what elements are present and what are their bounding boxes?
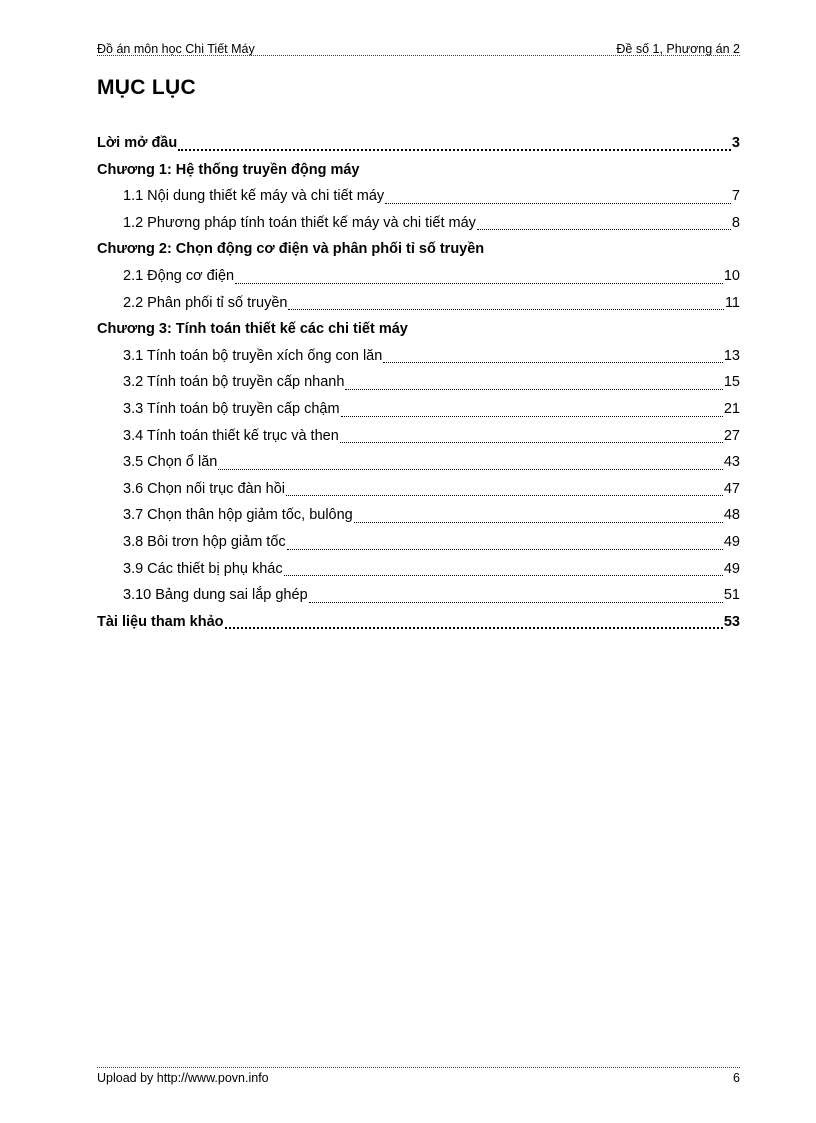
toc-entry-label: 2.1 Động cơ điện (123, 267, 235, 284)
toc-entry-label: 3.4 Tính toán thiết kế trục và then (123, 427, 339, 444)
toc-entry-3-5[interactable] (97, 452, 740, 479)
dot-leader (477, 229, 731, 230)
table-of-contents (97, 133, 740, 638)
toc-entry-label: 3.10 Bảng dung sai lắp ghép (123, 587, 308, 604)
toc-entry-page: 47 (723, 480, 740, 497)
footer-divider (97, 1067, 740, 1068)
toc-entry-2-1[interactable] (97, 266, 740, 293)
dot-leader (284, 575, 723, 576)
toc-entry-intro[interactable] (97, 133, 740, 160)
toc-entry-3-9[interactable] (97, 559, 740, 586)
toc-entry-page: 51 (723, 587, 740, 604)
toc-chapter-3[interactable] (97, 319, 740, 346)
toc-entry-label: Chương 2: Chọn động cơ điện và phân phối tỉ số truyền (97, 241, 485, 258)
dot-leader (385, 203, 731, 204)
toc-entry-label: 3.9 Các thiết bị phụ khác (123, 560, 283, 577)
toc-entry-label: 3.1 Tính toán bộ truyền xích ống con lăn (123, 347, 383, 364)
toc-entry-3-8[interactable] (97, 532, 740, 559)
toc-entry-label: Chương 3: Tính toán thiết kế các chi tiết máy (97, 321, 408, 338)
toc-entry-label: Lời mở đầu (97, 135, 178, 151)
toc-entry-label: 1.1 Nội dung thiết kế máy và chi tiết máy (123, 188, 385, 205)
toc-entry-label: 3.3 Tính toán bộ truyền cấp chậm (123, 400, 340, 417)
toc-entry-label: Tài liệu tham khảo (97, 613, 224, 630)
toc-chapter-1[interactable] (97, 160, 740, 187)
toc-entry-label: Chương 1: Hệ thống truyền động máy (97, 161, 360, 178)
toc-entry-page: 49 (723, 533, 740, 550)
toc-entry-page: 7 (731, 188, 740, 205)
toc-entry-label: 3.2 Tính toán bộ truyền cấp nhanh (123, 374, 345, 391)
dot-leader (225, 627, 723, 629)
toc-entry-1-1[interactable] (97, 186, 740, 213)
page-number: 6 (733, 1071, 740, 1085)
toc-entry-label: 3.7 Chọn thân hộp giảm tốc, bulông (123, 507, 353, 524)
toc-entry-3-3[interactable] (97, 399, 740, 426)
dot-leader (235, 283, 723, 284)
toc-title: MỤC LỤC (97, 76, 196, 99)
toc-entry-3-4[interactable] (97, 426, 740, 453)
dot-leader (288, 309, 723, 310)
dot-leader (383, 362, 723, 363)
toc-entry-page: 3 (731, 135, 740, 151)
dot-leader (218, 469, 723, 470)
dot-leader (345, 389, 722, 390)
dot-leader (340, 442, 723, 443)
header-course-title: Đồ án môn học Chi Tiết Máy (97, 42, 255, 56)
toc-entry-label: 1.2 Phương pháp tính toán thiết kế máy và chi tiết máy (123, 214, 476, 231)
toc-entry-page: 21 (723, 400, 740, 417)
footer-upload-credit: Upload by http://www.povn.info (97, 1071, 269, 1085)
toc-entry-page: 15 (723, 374, 740, 391)
header-assignment: Đề số 1, Phương án 2 (616, 42, 740, 56)
toc-entry-page: 13 (723, 347, 740, 364)
toc-chapter-2[interactable] (97, 239, 740, 266)
toc-entry-3-1[interactable] (97, 346, 740, 373)
dot-leader (286, 495, 723, 496)
dot-leader (178, 149, 731, 151)
toc-entry-page: 53 (723, 613, 740, 630)
toc-entry-page: 27 (723, 427, 740, 444)
dot-leader (341, 416, 723, 417)
dot-leader (354, 522, 723, 523)
toc-entry-1-2[interactable] (97, 213, 740, 240)
dot-leader (309, 602, 723, 603)
toc-entry-label: 3.6 Chọn nối trục đàn hồi (123, 480, 286, 497)
toc-entry-page: 43 (723, 454, 740, 471)
toc-entry-label: 2.2 Phân phối tỉ số truyền (123, 294, 288, 311)
page-footer (97, 1071, 740, 1085)
header-divider (97, 55, 740, 56)
toc-entry-3-6[interactable] (97, 479, 740, 506)
toc-entry-3-7[interactable] (97, 505, 740, 532)
dot-leader (287, 549, 723, 550)
toc-entry-page: 49 (723, 560, 740, 577)
toc-entry-page: 48 (723, 507, 740, 524)
toc-entry-3-10[interactable] (97, 585, 740, 612)
toc-entry-references[interactable] (97, 612, 740, 639)
toc-entry-page: 8 (731, 214, 740, 231)
toc-entry-3-2[interactable] (97, 372, 740, 399)
toc-entry-2-2[interactable] (97, 293, 740, 320)
toc-entry-page: 11 (724, 294, 740, 311)
toc-entry-label: 3.5 Chọn ổ lăn (123, 454, 218, 471)
toc-entry-label: 3.8 Bôi trơn hộp giảm tốc (123, 533, 286, 550)
toc-entry-page: 10 (723, 267, 740, 284)
page-header (97, 38, 740, 56)
